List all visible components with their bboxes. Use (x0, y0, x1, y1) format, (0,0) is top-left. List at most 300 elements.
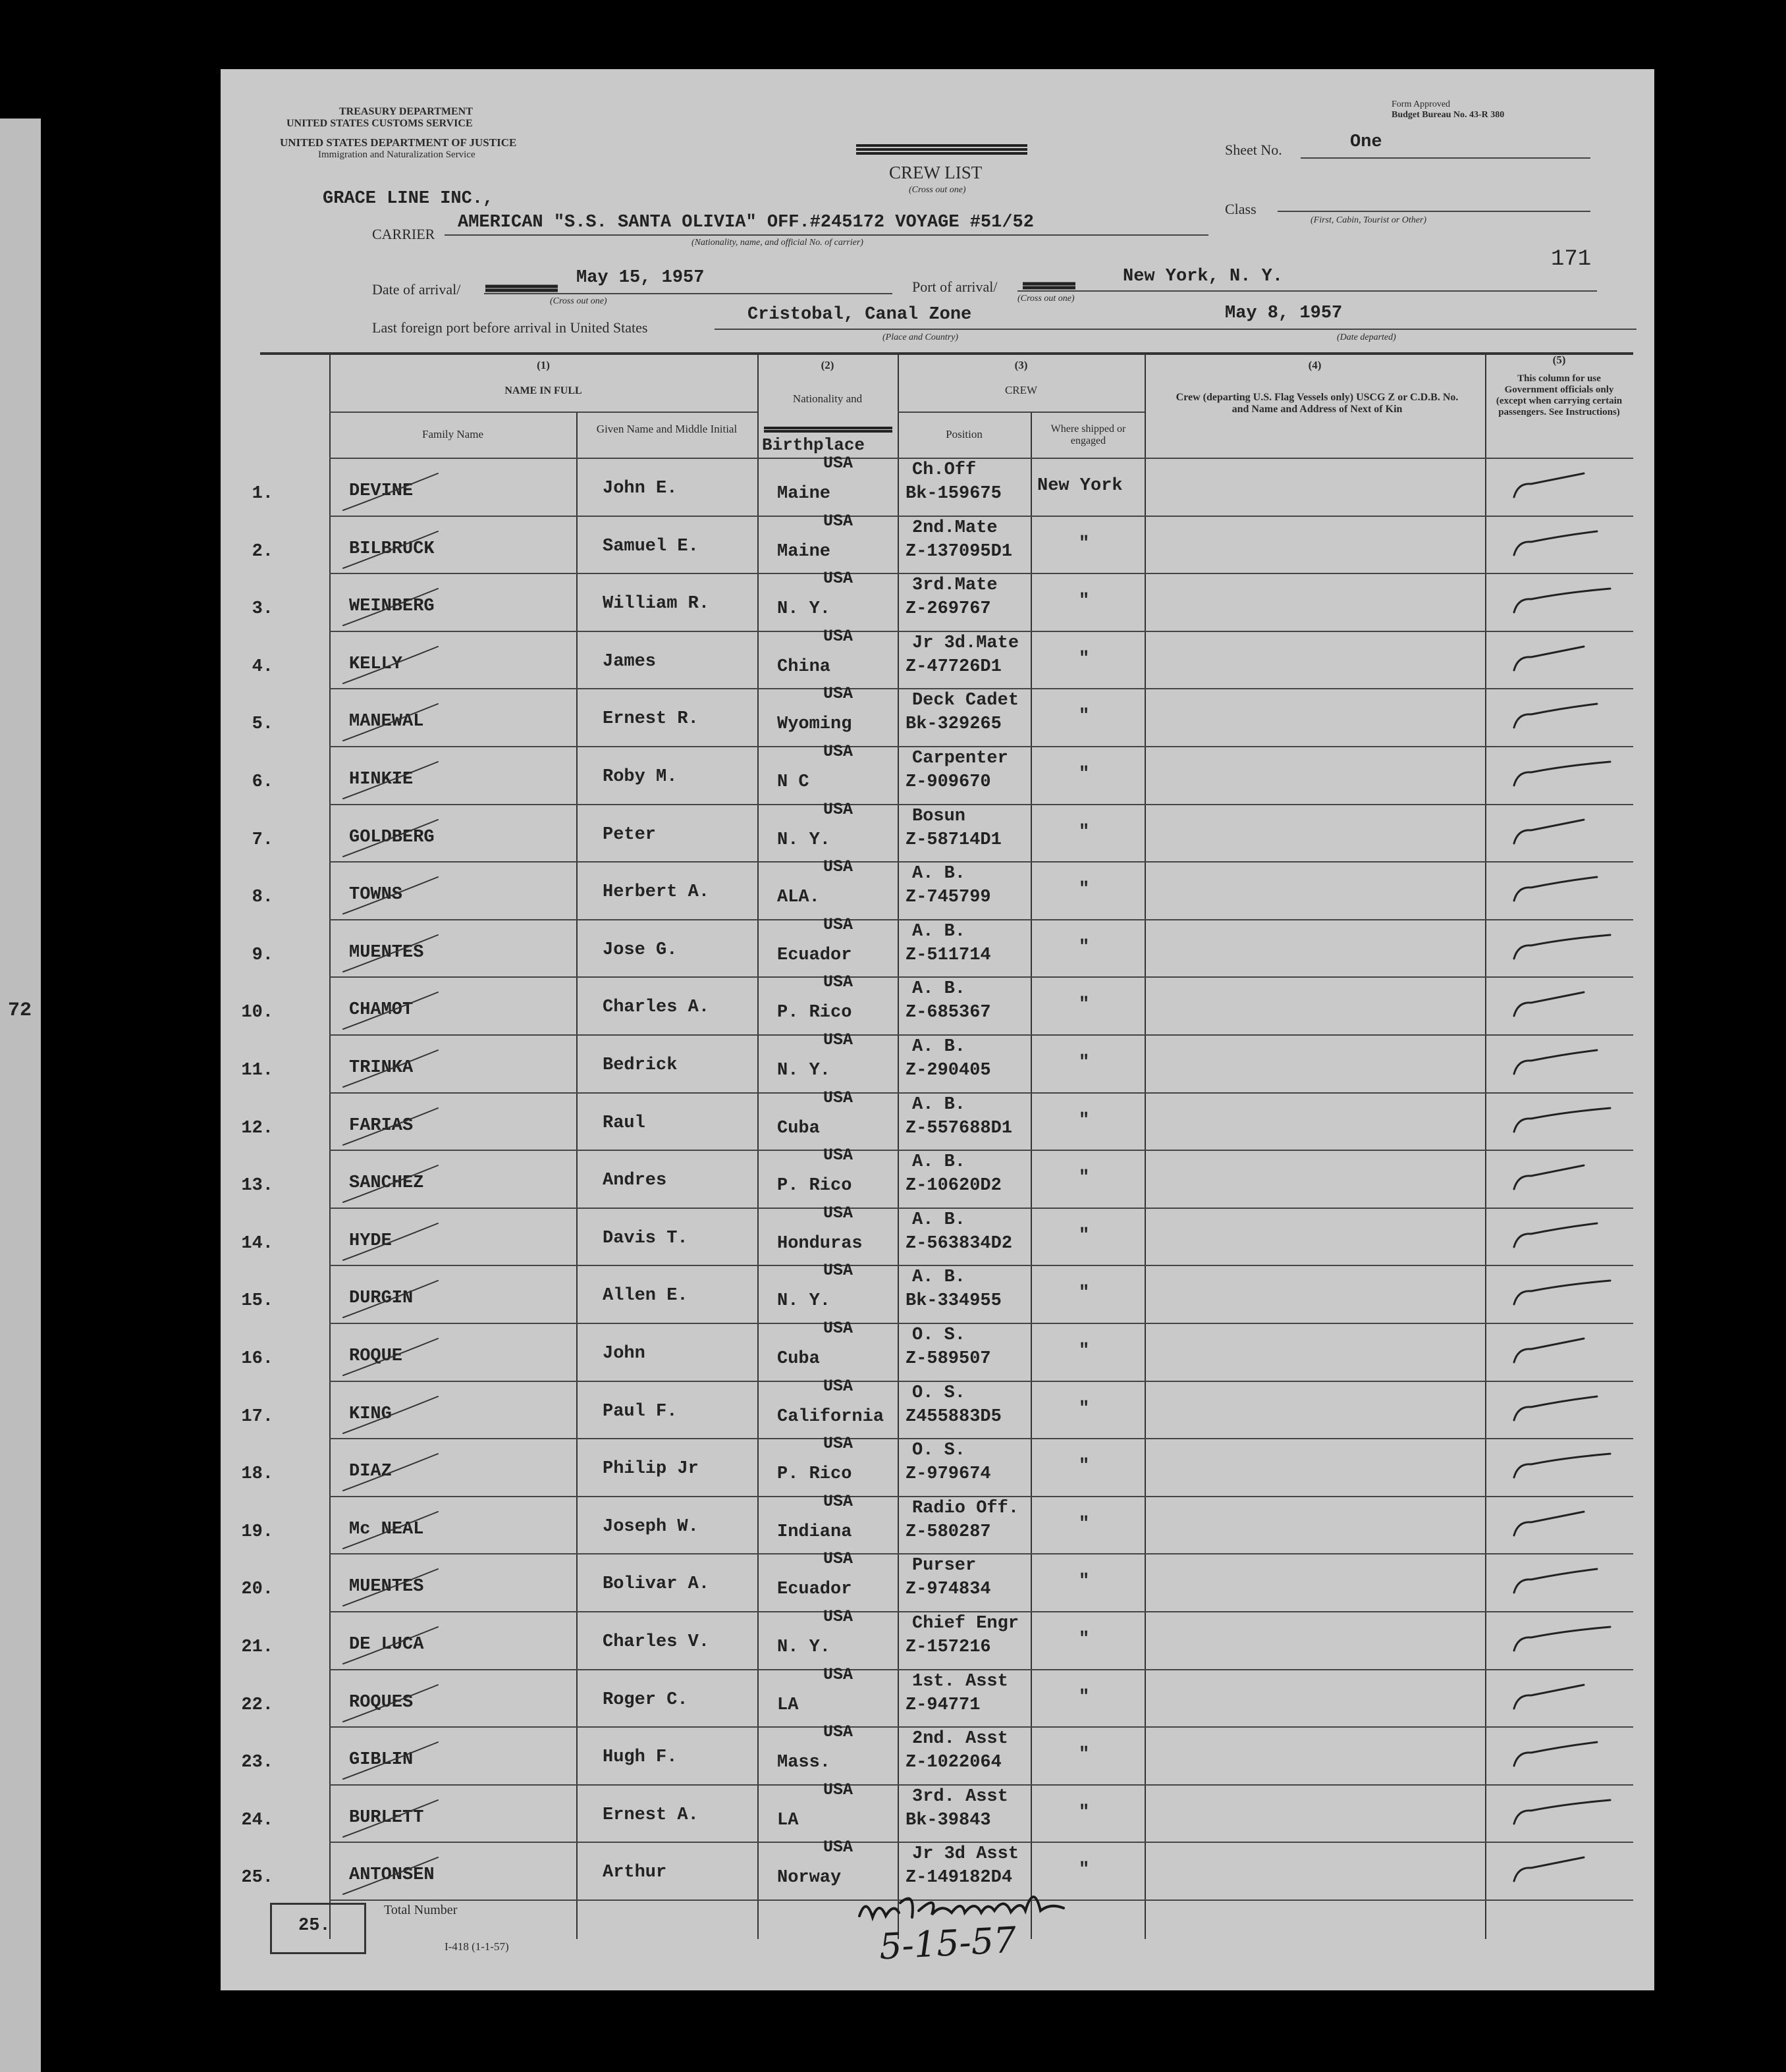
col-rule-crew (1145, 352, 1146, 1939)
birthplace: Wyoming (777, 714, 852, 735)
carrier-value: AMERICAN "S.S. SANTA OLIVIA" OFF.#245172 VOYAGE #51/52 (458, 213, 1034, 232)
position: A. B. (912, 1267, 966, 1288)
row-number: 15. (241, 1291, 273, 1312)
row-rule (329, 976, 1633, 978)
nationality: USA (823, 857, 853, 877)
shipped-from: " (1079, 1572, 1090, 1592)
official-check-mark (1511, 644, 1630, 680)
agency-customs: UNITED STATES CUSTOMS SERVICE (286, 118, 473, 129)
z-number: Z-974834 (906, 1580, 991, 1600)
shipped-from: " (1079, 1398, 1090, 1419)
row-number: 6. (252, 772, 273, 792)
name-check-mark (339, 1394, 458, 1443)
official-check-mark (1511, 1048, 1630, 1084)
given-name: Hugh F. (603, 1747, 678, 1768)
position: Ch.Off (912, 460, 977, 480)
signature-date: 5-15-57 (878, 1919, 1017, 1968)
row-rule (329, 861, 1633, 863)
position: Bosun (912, 806, 966, 826)
official-check-mark (1511, 1797, 1630, 1834)
given-name: Samuel E. (603, 536, 699, 556)
row-rule (329, 573, 1633, 574)
family-name: SANCHEZ (349, 1173, 424, 1194)
adjacent-page-strip (0, 119, 41, 2072)
given-name: Jose G. (603, 940, 678, 960)
z-number: Z-557688D1 (906, 1118, 1013, 1138)
name-check-mark (339, 1740, 458, 1789)
given-name: Roger C. (603, 1689, 688, 1710)
position: 2nd. Asst (912, 1729, 1008, 1749)
birthplace: N. Y. (777, 1291, 831, 1312)
z-number: Z-979674 (906, 1464, 991, 1485)
col4-number: (4) (1308, 359, 1322, 371)
position: Carpenter (912, 749, 1008, 768)
shipped-from: " (1079, 764, 1090, 784)
row-number: 13. (241, 1176, 273, 1196)
z-number: Z-137095D1 (906, 541, 1013, 562)
shipped-from: " (1079, 1860, 1090, 1880)
sheet-label: Sheet No. (1225, 142, 1282, 158)
family-name: TRINKA (349, 1058, 414, 1078)
agency-justice: UNITED STATES DEPARTMENT OF JUSTICE (280, 136, 517, 149)
z-number: Z-909670 (906, 772, 991, 792)
nationality: USA (823, 1261, 853, 1281)
header-bottom-rule (329, 458, 1633, 459)
row-number: 8. (252, 888, 273, 908)
z-number: Bk-334955 (906, 1291, 1002, 1312)
row-number: 9. (252, 945, 273, 965)
z-number: Z-47726D1 (906, 656, 1002, 677)
struck-out-nationality (764, 425, 892, 434)
nationality: USA (823, 1491, 853, 1511)
nationality: USA (823, 1607, 853, 1626)
total-label: Total Number (384, 1903, 458, 1917)
row-number: 23. (241, 1753, 273, 1773)
col-position-header: Position (946, 428, 983, 440)
z-number: Z-290405 (906, 1061, 991, 1080)
nationality: USA (823, 1203, 853, 1223)
position: 3rd.Mate (912, 575, 998, 596)
official-check-mark (1511, 874, 1630, 911)
position: O. S. (912, 1325, 966, 1345)
row-rule (329, 1438, 1633, 1439)
given-name: Charles V. (603, 1632, 710, 1652)
col-rule-family (576, 412, 578, 1939)
birthplace: Cuba (777, 1349, 820, 1369)
z-number: Z-58714D1 (906, 830, 1002, 850)
row-rule (329, 1034, 1633, 1036)
name-check-mark (339, 1451, 458, 1501)
family-name: DE LUCA (349, 1635, 424, 1655)
row-number: 12. (241, 1118, 273, 1138)
family-name: CHAMOT (349, 1000, 414, 1021)
list-title: CREW LIST (889, 163, 983, 182)
nationality: USA (823, 1434, 853, 1454)
name-check-mark (339, 1509, 458, 1558)
row-rule (329, 1726, 1633, 1728)
name-check-mark (339, 471, 458, 520)
shipped-from: " (1079, 1283, 1090, 1304)
birthplace: Ecuador (777, 945, 852, 965)
nationality: USA (823, 1664, 853, 1684)
class-caption: (First, Cabin, Tourist or Other) (1311, 215, 1427, 225)
col-nationality-header: Nationality and (792, 392, 863, 405)
given-name: Andres (603, 1171, 667, 1191)
name-check-mark (339, 644, 458, 693)
official-check-mark (1511, 817, 1630, 853)
row-rule (329, 1208, 1633, 1209)
row-number: 3. (252, 599, 273, 620)
birthplace: Indiana (777, 1522, 852, 1542)
row-number: 14. (241, 1233, 273, 1254)
class-label: Class (1225, 201, 1257, 217)
position: Jr 3d.Mate (912, 633, 1019, 653)
position: O. S. (912, 1441, 966, 1461)
z-number: Z-1022064 (906, 1753, 1002, 1773)
crew-subheader-rule (898, 412, 1145, 413)
family-name: ROQUE (349, 1346, 403, 1366)
birthplace: China (777, 656, 831, 677)
nationality: USA (823, 799, 853, 819)
name-check-mark (339, 874, 458, 924)
name-check-mark (339, 817, 458, 866)
official-check-mark (1511, 701, 1630, 737)
name-check-mark (339, 990, 458, 1039)
foreign-port-caption: (Place and Country) (882, 332, 959, 342)
z-number: Z-511714 (906, 945, 991, 965)
budget-bureau: Budget Bureau No. 43-R 380 (1392, 110, 1505, 120)
z-number: Z-745799 (906, 888, 991, 908)
birthplace: ALA. (777, 888, 820, 908)
shipped-from: " (1079, 1053, 1090, 1073)
nationality: USA (823, 1088, 853, 1107)
name-check-mark (339, 932, 458, 982)
position: A. B. (912, 1152, 966, 1173)
official-check-mark (1511, 990, 1630, 1026)
row-rule (329, 804, 1633, 805)
col-crew-header: CREW (1004, 384, 1038, 396)
position: Deck Cadet (912, 691, 1019, 711)
row-rule (329, 516, 1633, 517)
nationality: USA (823, 1030, 853, 1049)
nationality: USA (823, 1838, 853, 1857)
row-number: 11. (241, 1061, 273, 1080)
nationality: USA (823, 1146, 853, 1165)
shipped-from: " (1079, 1456, 1090, 1477)
birthplace: N. Y. (777, 830, 831, 850)
row-number: 10. (241, 1003, 273, 1023)
shipped-from: " (1079, 1514, 1090, 1534)
birthplace: N C (777, 772, 809, 792)
position: A. B. (912, 1037, 966, 1057)
family-name: BURLETT (349, 1807, 424, 1828)
position: A. B. (912, 979, 966, 999)
port-underline (1017, 290, 1597, 292)
row-rule (329, 1553, 1633, 1554)
z-number: Bk-39843 (906, 1810, 991, 1830)
row-number: 16. (241, 1349, 273, 1369)
row-rule (329, 1150, 1633, 1151)
row-number: 22. (241, 1695, 273, 1715)
sheet-underline (1301, 157, 1590, 159)
shipped-from: " (1079, 995, 1090, 1015)
row-number: 20. (241, 1580, 273, 1600)
row-rule (329, 746, 1633, 747)
z-number: Bk-329265 (906, 714, 1002, 735)
family-name: DEVINE (349, 481, 414, 501)
shipped-from: " (1079, 1110, 1090, 1130)
name-subheader-rule (329, 412, 757, 413)
row-rule (329, 1611, 1633, 1612)
nationality: USA (823, 684, 853, 704)
official-check-mark (1511, 1855, 1630, 1891)
given-name: Herbert A. (603, 882, 710, 903)
name-check-mark (339, 759, 458, 809)
row-rule (329, 1784, 1633, 1786)
row-number: 21. (241, 1637, 273, 1657)
family-name: TOWNS (349, 885, 403, 905)
name-check-mark (339, 701, 458, 751)
row-rule (329, 919, 1633, 920)
family-name: GIBLIN (349, 1750, 414, 1770)
port-label: Port of arrival/ (912, 279, 998, 295)
shipped-from: " (1079, 706, 1090, 727)
z-number: Z-563834D2 (906, 1233, 1013, 1254)
official-check-mark (1511, 1509, 1630, 1545)
given-name: Roby M. (603, 767, 678, 787)
birthplace: P. Rico (777, 1003, 852, 1023)
shipped-from: " (1079, 1802, 1090, 1822)
col-rule-name (757, 352, 759, 1939)
name-check-mark (339, 1855, 458, 1904)
z-number: Bk-159675 (906, 484, 1002, 504)
z-number: Z-269767 (906, 599, 991, 620)
class-underline (1278, 211, 1590, 212)
position: Chief Engr (912, 1614, 1019, 1634)
row-rule (329, 1842, 1633, 1843)
family-name: WEINBERG (349, 597, 435, 617)
position: Purser (912, 1556, 977, 1576)
foreign-port-label: Last foreign port before arrival in United States (372, 319, 648, 336)
given-name: Philip Jr (603, 1459, 699, 1479)
row-number: 24. (241, 1810, 273, 1830)
position: A. B. (912, 864, 966, 884)
name-check-mark (339, 1566, 458, 1616)
departed-value: May 8, 1957 (1225, 304, 1343, 323)
z-number: Z-94771 (906, 1695, 981, 1715)
given-name: Davis T. (603, 1228, 688, 1248)
page-number: 171 (1551, 247, 1592, 272)
nationality: USA (823, 511, 853, 531)
birthplace: N. Y. (777, 1061, 831, 1080)
col-given-header: Given Name and Middle Initial (596, 423, 738, 435)
name-check-mark (339, 1336, 458, 1385)
birthplace: Maine (777, 484, 831, 504)
name-check-mark (339, 1797, 458, 1847)
shipped-from: New York (1037, 476, 1123, 496)
given-name: Raul (603, 1113, 645, 1133)
col-rule-nationality (898, 352, 899, 1939)
official-check-mark (1511, 471, 1630, 507)
official-check-mark (1511, 932, 1630, 969)
birthplace: Norway (777, 1868, 842, 1888)
col3-number: (3) (1014, 359, 1028, 371)
family-name: DIAZ (349, 1462, 392, 1482)
arrival-caption: (Cross out one) (550, 296, 607, 306)
company-name: GRACE LINE INC., (323, 189, 494, 209)
birthplace: Mass. (777, 1753, 831, 1773)
official-check-mark (1511, 1163, 1630, 1199)
official-check-mark (1511, 1451, 1630, 1487)
row-number: 19. (241, 1522, 273, 1542)
birthplace: N. Y. (777, 1637, 831, 1657)
row-number: 7. (252, 830, 273, 850)
row-rule (329, 1323, 1633, 1324)
position: 1st. Asst (912, 1671, 1008, 1691)
birthplace: Cuba (777, 1118, 820, 1138)
given-name: William R. (603, 594, 710, 614)
form-number: I-418 (1-1-57) (445, 1940, 509, 1953)
sheet-value: One (1350, 132, 1382, 152)
name-check-mark (339, 1278, 458, 1327)
official-check-mark (1511, 1624, 1630, 1660)
given-name: James (603, 651, 657, 672)
family-name: BILBRUCK (349, 539, 435, 559)
given-name: Bolivar A. (603, 1574, 710, 1595)
row-number: 17. (241, 1406, 273, 1427)
col-rule-left (329, 352, 331, 1939)
name-check-mark (339, 586, 458, 635)
position: Radio Off. (912, 1498, 1019, 1518)
col2-number: (2) (821, 359, 834, 371)
official-check-mark (1511, 1682, 1630, 1718)
z-number: Z455883D5 (906, 1406, 1002, 1427)
shipped-from: " (1079, 649, 1090, 669)
nationality: USA (823, 454, 853, 473)
crew-list-form (221, 69, 1654, 1990)
row-number: 18. (241, 1464, 273, 1485)
nationality: USA (823, 1376, 853, 1396)
form-approved: Form Approved (1392, 99, 1451, 109)
name-check-mark (339, 1105, 458, 1155)
nationality: USA (823, 1319, 853, 1338)
z-number: Z-149182D4 (906, 1868, 1013, 1888)
z-number: Z-685367 (906, 1003, 991, 1023)
port-value: New York, N. Y. (1123, 267, 1284, 286)
position: A. B. (912, 1094, 966, 1115)
position: 2nd.Mate (912, 518, 998, 538)
col4-description: Crew (departing U.S. Flag Vessels only) USCG Z or C.D.B. No. and Name and Address of Next of Kin (1176, 392, 1459, 415)
col1-title: NAME IN FULL (504, 385, 582, 396)
arrival-value: May 15, 1957 (576, 268, 705, 288)
given-name: Allen E. (603, 1286, 688, 1306)
shipped-from: " (1079, 937, 1090, 957)
family-name: KELLY (349, 654, 403, 674)
col1-number: (1) (537, 359, 550, 371)
name-check-mark (339, 1682, 458, 1732)
name-check-mark (339, 1221, 458, 1270)
foreign-port-value: Cristobal, Canal Zone (747, 305, 972, 325)
birthplace: P. Rico (777, 1464, 852, 1485)
row-number: 4. (252, 656, 273, 677)
shipped-from: " (1079, 822, 1090, 842)
col-birthplace-header: Birthplace (762, 435, 865, 455)
birthplace: Maine (777, 541, 831, 562)
agency-ins: Immigration and Naturalization Service (318, 149, 475, 160)
nationality: USA (823, 915, 853, 934)
adjacent-page-number: 72 (8, 999, 32, 1022)
position: 3rd. Asst (912, 1786, 1008, 1807)
name-check-mark (339, 1163, 458, 1212)
name-check-mark (339, 529, 458, 578)
family-name: DURGIN (349, 1288, 414, 1309)
row-number: 5. (252, 714, 273, 735)
position: A. B. (912, 1209, 966, 1230)
row-rule (329, 1265, 1633, 1266)
name-check-mark (339, 1048, 458, 1097)
family-name: MUENTES (349, 1577, 424, 1597)
official-check-mark (1511, 1566, 1630, 1603)
official-check-mark (1511, 586, 1630, 622)
z-number: Z-157216 (906, 1637, 991, 1657)
official-check-mark (1511, 1740, 1630, 1776)
row-number: 25. (241, 1868, 273, 1888)
row-rule (329, 1092, 1633, 1094)
official-check-mark (1511, 1278, 1630, 1314)
z-number: Z-580287 (906, 1522, 991, 1542)
official-check-mark (1511, 529, 1630, 565)
family-name: GOLDBERG (349, 827, 435, 847)
shipped-from: " (1079, 1341, 1090, 1361)
family-name: ANTONSEN (349, 1865, 435, 1886)
shipped-from: " (1079, 533, 1090, 554)
birthplace: Honduras (777, 1233, 863, 1254)
given-name: Peter (603, 824, 657, 845)
agency-treasury: TREASURY DEPARTMENT (339, 106, 473, 117)
table-top-rule (260, 352, 1633, 355)
shipped-from: " (1079, 1687, 1090, 1707)
carrier-label: CARRIER (372, 226, 435, 242)
birthplace: California (777, 1406, 884, 1427)
arrival-label: Date of arrival/ (372, 281, 461, 298)
name-check-mark (339, 1624, 458, 1674)
carrier-caption: (Nationality, name, and official No. of carrier) (691, 238, 863, 248)
given-name: Ernest R. (603, 709, 699, 730)
family-name: MUENTES (349, 942, 424, 963)
shipped-from: " (1079, 1630, 1090, 1649)
birthplace: LA (777, 1810, 799, 1830)
official-check-mark (1511, 1105, 1630, 1142)
row-rule (329, 631, 1633, 632)
given-name: Paul F. (603, 1401, 678, 1421)
col5-number: (5) (1552, 354, 1566, 366)
family-name: HYDE (349, 1231, 392, 1251)
col5-description: This column for use Government officials only (except when carrying certain passengers. See Instructions) (1496, 373, 1623, 417)
row-rule (329, 1669, 1633, 1670)
position: A. B. (912, 921, 966, 942)
birthplace: N. Y. (777, 599, 831, 620)
family-name: HINKIE (349, 770, 414, 789)
given-name: John (603, 1344, 645, 1364)
z-number: Z-589507 (906, 1349, 991, 1369)
row-number: 1. (252, 484, 273, 504)
nationality: USA (823, 1780, 853, 1799)
shipped-from: " (1079, 1225, 1090, 1246)
birthplace: P. Rico (777, 1176, 852, 1196)
shipped-from: " (1079, 591, 1090, 612)
official-check-mark (1511, 1394, 1630, 1430)
family-name: MANEWAL (349, 712, 424, 732)
